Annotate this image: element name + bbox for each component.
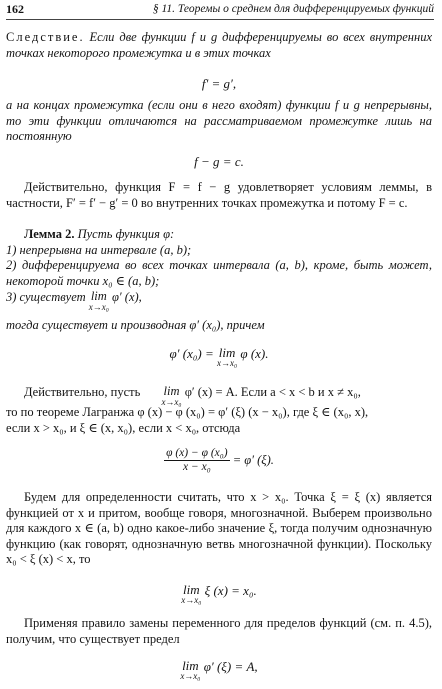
equation-derivatives-equal: f′ = g′,	[201, 76, 237, 91]
equation-derivative-limit: φ′ (x₀) = lim x→x₀ φ (x).	[169, 345, 269, 368]
running-title: § 11. Теоремы о среднем для дифференцируемых функций	[152, 3, 434, 15]
corollary-continuation: а на концах промежутка (если они в него входят) функции f и g непрерывны, то эти функции отличаются на рассматриваемом промежутке лишь на постоянную	[6, 98, 432, 143]
proof-line-2: то по теореме Лагранжа φ (x) − φ (x₀) = φ′ (ξ) (x − x₀), где ξ ∈ (x₀, x),	[6, 405, 369, 419]
limit-operator: lim x→x₀	[217, 345, 238, 368]
corollary-paragraph	[6, 30, 432, 61]
lemma-condition-2: 2) дифференцируема во всех точках интервала (a, b), кроме, быть может, некоторой точки x₀ ∈ (a, b);	[6, 258, 432, 288]
limit-operator: lim x→x₀	[88, 289, 109, 312]
lemma-conclusion: тогда существует и производная φ′ (x₀), причем	[6, 318, 265, 332]
lemma-title: Лемма 2.	[24, 227, 75, 241]
equation-xi-limit: lim x→x₀ ξ (x) = x₀.	[181, 582, 257, 605]
proof-line-1: Действительно, пусть lim x→x₀ φ′ (x) = A. Если a < x < b и x ≠ x₀,	[24, 384, 361, 407]
running-header	[6, 2, 434, 19]
lemma-lead: Пусть функция φ:	[77, 227, 175, 241]
proof-paragraph-branch: Будем для определенности считать, что x > x₀. Точка ξ = ξ (x) является функцией от x и притом, вообще говоря, многозначной. Выберем произвольно для каждого x ∈ (a, b) одно какое-либо значение ξ, тогда получим однозначную функцию (как говорят, однозначную ветвь многозначной функции). Поскольку x₀ < ξ (x) < x, то	[6, 490, 432, 566]
proof-line-3: если x > x₀, и ξ ∈ (x, x₀), если x < x₀, отсюда	[6, 421, 241, 435]
equation-difference-constant: f − g = c.	[194, 154, 244, 169]
lemma-condition-1: 1) непрерывна на интервале (a, b);	[6, 243, 192, 257]
condition-3-expr: φ′ (x),	[112, 290, 142, 304]
limit-operator: lim x→x₀	[181, 582, 202, 605]
corollary-word: Следствие.	[6, 30, 85, 44]
fraction: $\frac{\text{φ (x) − φ (x₀)}}{\text{x − x₀}}$	[166, 447, 228, 473]
condition-3-lead: 3) существует	[6, 290, 86, 304]
proof-paragraph: Действительно, функция F = f − g удовлетворяет условиям леммы, в частности, F′ = f′ − g′ = 0 во внутренних точках промежутка и потому F = c.	[6, 180, 432, 210]
limit-operator: lim x→x₀	[180, 658, 201, 681]
equation-derivative-limit-A: lim x→x₀ φ′ (ξ) = A,	[180, 658, 258, 681]
proof-paragraph-substitution: Применяя правило замены переменного для пределов функций (см. п. 4.5), получим, что существует предел	[6, 616, 432, 646]
corollary-text: Если две функции f и g дифференцируемы во всех внутренних точках некоторого промежутка и в этих точках	[6, 30, 432, 60]
limit-operator: lim x→x₀	[161, 384, 182, 407]
page-number: 162	[6, 2, 24, 16]
lemma-condition-3	[6, 290, 432, 312]
lemma-heading	[6, 227, 432, 243]
equation-lagrange-quotient: $\frac{\text{φ (x) − φ (x₀)}}{\text{x − x₀}}$ = φ′ (ξ).	[166, 447, 274, 473]
header-rule	[6, 19, 434, 20]
